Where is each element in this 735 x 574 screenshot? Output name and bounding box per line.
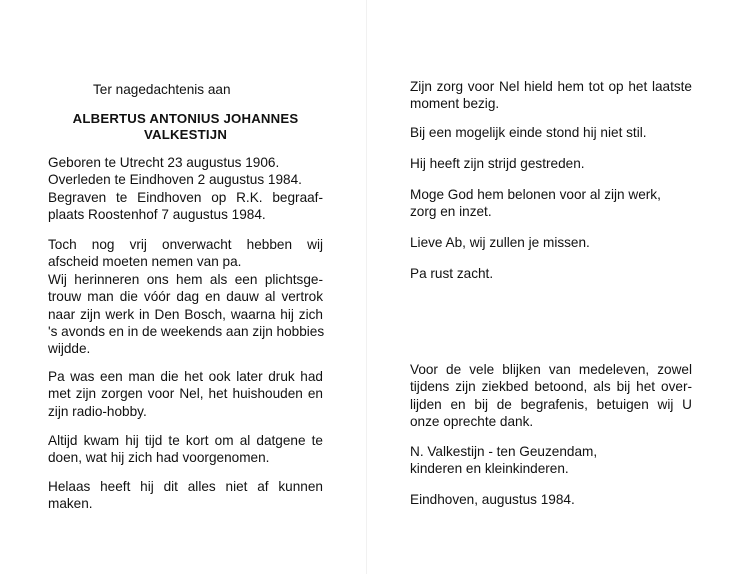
paragraph-time: Altijd kwam hij tijd te kort om al datgene te doen, wat hij zich had voorgenomen. [48, 433, 323, 466]
paragraph-farewell: Toch nog vrij onverwacht hebben wij afscheid moeten nemen van pa. Wij herinneren ons hem als een plichtsge- trouw man die vóór dag en dauw al vertrok naar zijn werk in Den Bosch, waarna hij zich 's avonds en in de weekends aan zijn hobbies wijdde. [48, 237, 325, 357]
name-line-1: ALBERTUS ANTONIUS JOHANNES [72, 111, 299, 126]
paragraph-care: Zijn zorg voor Nel hield hem tot op het laatste moment bezig. [410, 79, 692, 112]
name-line-2: VALKESTIJN [143, 127, 228, 142]
card-fold-line [366, 0, 367, 574]
birth-death-details: Geboren te Utrecht 23 augustus 1906. Overleden te Eindhoven 2 augustus 1984. Begraven te Eindhoven op R.K. begraaf- plaats Roostenhof 7 augustus 1984. [48, 155, 323, 223]
paragraph-miss: Lieve Ab, wij zullen je missen. [410, 235, 590, 250]
paragraph-unfinished: Helaas heeft hij dit alles niet af kunnen maken. [48, 479, 323, 512]
family-signature: N. Valkestijn - ten Geuzendam, kinderen en kleinkinderen. [410, 444, 598, 477]
paragraph-struggle: Hij heeft zijn strijd gestreden. [410, 156, 585, 171]
paragraph-blessing: Moge God hem belonen voor al zijn werk, zorg en inzet. [410, 187, 661, 220]
paragraph-end: Bij een mogelijk einde stond hij niet stil. [410, 125, 647, 140]
paragraph-busy: Pa was een man die het ook later druk had met zijn zorgen voor Nel, het huishouden en zijn radio-hobby. [48, 369, 323, 419]
paragraph-thanks: Voor de vele blijken van medeleven, zowel tijdens zijn ziekbed betoond, als bij het over- lijden en bij de begrafenis, betuigen wij U onze oprechte dank. [410, 362, 692, 430]
paragraph-rest: Pa rust zacht. [410, 266, 494, 281]
place-and-date: Eindhoven, augustus 1984. [410, 492, 575, 507]
memorial-intro: Ter nagedachtenis aan [93, 82, 231, 97]
deceased-name [48, 111, 323, 143]
